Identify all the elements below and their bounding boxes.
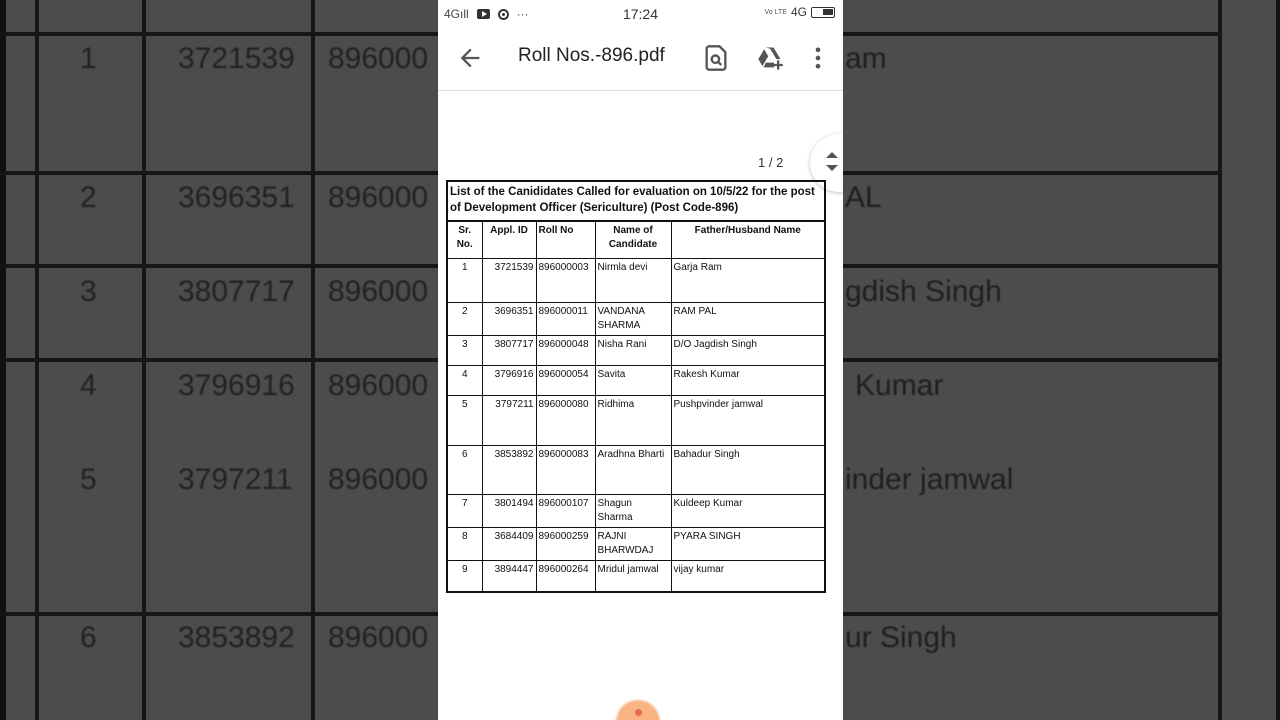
cell-sr: 5	[448, 396, 482, 446]
table-row	[448, 259, 824, 303]
table-row	[448, 303, 824, 336]
bg-edge	[1276, 0, 1280, 720]
bg-row-line	[843, 171, 1222, 175]
status-right	[765, 5, 835, 19]
cell-name: Mridul jamwal	[595, 561, 671, 591]
bg-father: AL	[845, 181, 882, 214]
cell-roll-no: 896000003	[536, 259, 595, 303]
bg-appl-id: 3797211	[178, 463, 293, 496]
bg-roll: 896000	[328, 621, 429, 654]
bg-father: inder jamwal	[845, 463, 1014, 496]
bg-father: am	[845, 42, 887, 75]
cell-name: Nisha Rani	[595, 336, 671, 366]
cell-sr: 1	[448, 259, 482, 303]
cell-appl-id: 3801494	[482, 495, 536, 528]
app-bar	[438, 28, 843, 91]
more-vert-icon[interactable]	[804, 44, 832, 72]
caret-up-icon	[826, 152, 838, 158]
cell-sr: 2	[448, 303, 482, 336]
bg-row-line	[0, 264, 438, 268]
cell-roll-no: 896000259	[536, 528, 595, 561]
cell-name: Ridhima	[595, 396, 671, 446]
cell-roll-no: 896000080	[536, 396, 595, 446]
add-to-drive-icon[interactable]	[756, 44, 784, 72]
bg-father: gdish Singh	[845, 275, 1002, 308]
find-in-document-icon[interactable]	[702, 44, 730, 72]
cell-name: Nirmla devi	[595, 259, 671, 303]
battery-icon	[811, 7, 835, 18]
bg-sr: 4	[80, 369, 97, 402]
bg-row-line	[0, 612, 438, 616]
bg-row-line	[843, 264, 1222, 268]
bg-row-line	[843, 358, 1222, 362]
column-header-father: Father/Husband Name	[671, 222, 824, 259]
bg-roll: 896000	[328, 463, 429, 496]
signal-icon: ıll	[460, 7, 469, 21]
cell-father: Pushpvinder jamwal	[671, 396, 824, 446]
cell-father: PYARA SINGH	[671, 528, 824, 561]
bg-sr: 2	[80, 181, 97, 214]
cell-appl-id: 3796916	[482, 366, 536, 396]
bg-row-line	[843, 612, 1222, 616]
cell-name: Savita	[595, 366, 671, 396]
cell-sr: 7	[448, 495, 482, 528]
background-zoomed-right	[843, 0, 1280, 720]
cell-roll-no: 896000083	[536, 446, 595, 495]
cell-father: Rakesh Kumar	[671, 366, 824, 396]
bg-father: Kumar	[855, 369, 944, 402]
cell-appl-id: 3807717	[482, 336, 536, 366]
table-row	[448, 528, 824, 561]
cell-roll-no: 896000264	[536, 561, 595, 591]
cell-name: Shagun Sharma	[595, 495, 671, 528]
bg-sr: 6	[80, 621, 97, 654]
table-header-row	[448, 222, 824, 259]
status-bar	[438, 0, 843, 28]
volte-icon: Vo LTE	[764, 8, 787, 16]
cell-father: vijay kumar	[671, 561, 824, 591]
column-header-roll-no: Roll No	[536, 222, 595, 259]
bg-sr: 1	[80, 42, 97, 75]
cell-appl-id: 3853892	[482, 446, 536, 495]
cell-father: Bahadur Singh	[671, 446, 824, 495]
table-row	[448, 495, 824, 528]
clock: 17:24	[622, 6, 659, 22]
cell-roll-no: 896000048	[536, 336, 595, 366]
more-notifications-icon: ···	[516, 7, 529, 21]
cell-sr: 8	[448, 528, 482, 561]
column-header-appl-id: Appl. ID	[482, 222, 536, 259]
table-row	[448, 366, 824, 396]
bg-roll: 896000	[328, 181, 429, 214]
bg-roll: 896000	[328, 275, 429, 308]
bg-sr: 3	[80, 275, 97, 308]
cell-father: Garja Ram	[671, 259, 824, 303]
cell-sr: 4	[448, 366, 482, 396]
cell-roll-no: 896000107	[536, 495, 595, 528]
cell-appl-id: 3894447	[482, 561, 536, 591]
document-heading: List of the Canididates Called for evaluation on 10/5/22 for the post of Development Officer (Sericulture) (Post Code-896)	[448, 182, 824, 221]
cell-appl-id: 3721539	[482, 259, 536, 303]
document-title: Roll Nos.-896.pdf	[518, 45, 665, 66]
bg-row-line	[0, 171, 438, 175]
cell-roll-no: 896000054	[536, 366, 595, 396]
phone-screen	[438, 0, 843, 720]
bg-appl-id: 3696351	[178, 181, 295, 214]
bg-sr: 5	[80, 463, 97, 496]
cell-sr: 9	[448, 561, 482, 591]
network-label: 4G	[444, 7, 461, 21]
bg-appl-id: 3807717	[178, 275, 295, 308]
table-row	[448, 446, 824, 495]
pdf-page	[446, 180, 826, 593]
cell-father: D/O Jagdish Singh	[671, 336, 824, 366]
bg-roll: 896000	[328, 369, 429, 402]
bg-appl-id: 3853892	[178, 621, 295, 654]
cell-appl-id: 3684409	[482, 528, 536, 561]
cell-father: RAM PAL	[671, 303, 824, 336]
bg-row-line	[843, 32, 1222, 36]
page-counter: 1 / 2	[758, 155, 784, 170]
arrow-left-icon[interactable]	[456, 44, 484, 72]
cell-name: VANDANA SHARMA	[595, 303, 671, 336]
cell-sr: 6	[448, 446, 482, 495]
caret-down-icon	[826, 165, 838, 171]
bg-appl-id: 3796916	[178, 369, 295, 402]
network-type: 4G	[790, 5, 807, 19]
bg-row-line	[0, 358, 438, 362]
bg-appl-id: 3721539	[178, 42, 295, 75]
column-header-name: Name of Candidate	[595, 222, 671, 259]
bg-row-line	[0, 32, 438, 36]
bg-father: ur Singh	[845, 621, 957, 654]
cell-roll-no: 896000011	[536, 303, 595, 336]
candidates-table	[448, 221, 824, 591]
touch-point-dot	[635, 709, 642, 716]
table-row	[448, 396, 824, 446]
column-header-sr: Sr. No.	[448, 222, 482, 259]
cell-name: RAJNI BHARWDAJ	[595, 528, 671, 561]
cell-sr: 3	[448, 336, 482, 366]
cell-appl-id: 3696351	[482, 303, 536, 336]
table-row	[448, 561, 824, 591]
cell-father: Kuldeep Kumar	[671, 495, 824, 528]
background-zoomed-left	[0, 0, 438, 720]
cell-name: Aradhna Bharti	[595, 446, 671, 495]
bg-roll: 896000	[328, 42, 429, 75]
table-row	[448, 336, 824, 366]
cell-appl-id: 3797211	[482, 396, 536, 446]
